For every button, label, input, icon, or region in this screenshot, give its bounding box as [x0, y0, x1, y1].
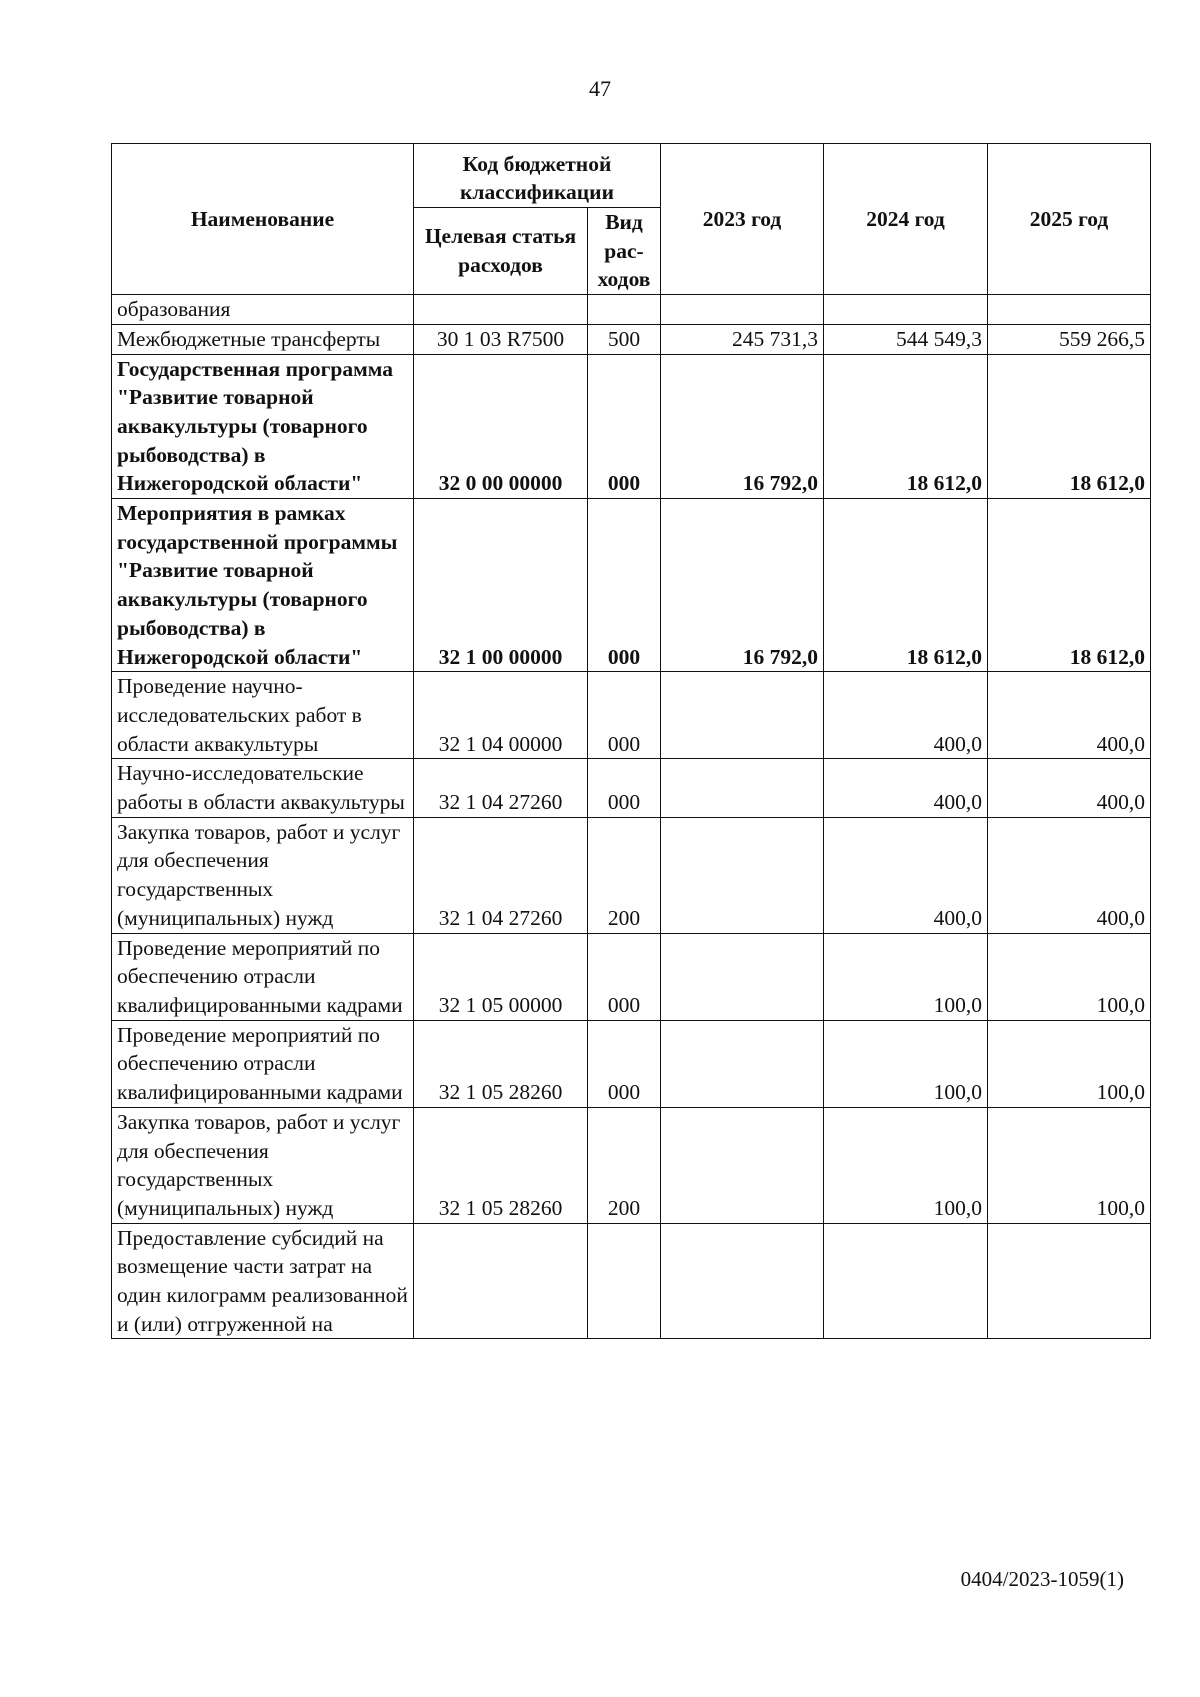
- row-name-cell: Государственная программа "Развитие товарной аквакультуры (товарного рыбоводства) в Нижегородской области": [112, 354, 414, 499]
- row-name-cell: образования: [112, 295, 414, 325]
- row-target-article-cell: 32 1 04 00000: [414, 672, 588, 759]
- table-row: [112, 1223, 1151, 1339]
- row-value-2023-cell: [661, 295, 824, 325]
- header-name: Наименование: [112, 144, 414, 295]
- table-row: [112, 759, 1151, 817]
- row-value-2024-cell: 100,0: [824, 933, 988, 1020]
- row-value-2025-cell: 400,0: [988, 759, 1151, 817]
- table-row: [112, 324, 1151, 354]
- row-name-cell: Проведение мероприятий по обеспечению отрасли квалифицированными кадрами: [112, 1020, 414, 1107]
- row-value-2024-cell: 100,0: [824, 1107, 988, 1223]
- table-row: [112, 354, 1151, 499]
- row-value-2023-cell: [661, 1020, 824, 1107]
- budget-table: [111, 143, 1151, 1339]
- row-target-article-cell: 32 1 05 00000: [414, 933, 588, 1020]
- row-target-article-cell: [414, 1223, 588, 1339]
- row-value-2023-cell: [661, 759, 824, 817]
- row-value-2024-cell: 18 612,0: [824, 354, 988, 499]
- row-name-cell: Научно-исследовательские работы в области аквакультуры: [112, 759, 414, 817]
- row-name-cell: Закупка товаров, работ и услуг для обеспечения государственных (муниципальных) нужд: [112, 817, 414, 933]
- row-target-article-cell: [414, 295, 588, 325]
- row-name-cell: Межбюджетные трансферты: [112, 324, 414, 354]
- page-number: 47: [589, 76, 611, 101]
- row-name-cell: Мероприятия в рамках государственной программы "Развитие товарной аквакультуры (товарного рыбоводства) в Нижегородской области": [112, 499, 414, 672]
- row-value-2023-cell: [661, 817, 824, 933]
- header-target-article: Целевая статья расходов: [414, 208, 588, 295]
- row-value-2023-cell: 16 792,0: [661, 354, 824, 499]
- row-value-2023-cell: [661, 1107, 824, 1223]
- row-value-2025-cell: 18 612,0: [988, 499, 1151, 672]
- row-expense-type-cell: 200: [588, 817, 661, 933]
- row-value-2024-cell: [824, 295, 988, 325]
- row-target-article-cell: 32 1 04 27260: [414, 759, 588, 817]
- row-expense-type-cell: 000: [588, 933, 661, 1020]
- header-year-2023: 2023 год: [661, 144, 824, 295]
- table-row: [112, 1107, 1151, 1223]
- row-expense-type-cell: 000: [588, 499, 661, 672]
- table-row: [112, 499, 1151, 672]
- row-value-2024-cell: 100,0: [824, 1020, 988, 1107]
- row-expense-type-cell: [588, 295, 661, 325]
- table-row: [112, 295, 1151, 325]
- row-value-2025-cell: 559 266,5: [988, 324, 1151, 354]
- row-value-2024-cell: 544 549,3: [824, 324, 988, 354]
- row-expense-type-cell: 000: [588, 354, 661, 499]
- table-row: [112, 817, 1151, 933]
- row-value-2023-cell: [661, 672, 824, 759]
- row-name-cell: Проведение мероприятий по обеспечению отрасли квалифицированными кадрами: [112, 933, 414, 1020]
- row-value-2023-cell: [661, 933, 824, 1020]
- row-target-article-cell: 32 1 00 00000: [414, 499, 588, 672]
- row-value-2025-cell: 100,0: [988, 1107, 1151, 1223]
- row-value-2023-cell: [661, 1223, 824, 1339]
- row-name-cell: Закупка товаров, работ и услуг для обеспечения государственных (муниципальных) нужд: [112, 1107, 414, 1223]
- row-expense-type-cell: 000: [588, 1020, 661, 1107]
- header-budget-code-group: Код бюджетной классификации: [414, 144, 661, 208]
- row-value-2023-cell: 245 731,3: [661, 324, 824, 354]
- row-expense-type-cell: 000: [588, 759, 661, 817]
- row-target-article-cell: 32 1 04 27260: [414, 817, 588, 933]
- row-value-2025-cell: 100,0: [988, 1020, 1151, 1107]
- row-value-2024-cell: 18 612,0: [824, 499, 988, 672]
- header-year-2024: 2024 год: [824, 144, 988, 295]
- row-value-2025-cell: [988, 295, 1151, 325]
- row-expense-type-cell: 500: [588, 324, 661, 354]
- table-row: [112, 672, 1151, 759]
- row-name-cell: Проведение научно-исследовательских работ в области аквакультуры: [112, 672, 414, 759]
- row-name-cell: Предоставление субсидий на возмещение части затрат на один килограмм реализованной и (или) отгруженной на: [112, 1223, 414, 1339]
- row-value-2024-cell: 400,0: [824, 817, 988, 933]
- header-expense-type: Вид рас-ходов: [588, 208, 661, 295]
- row-value-2025-cell: 400,0: [988, 672, 1151, 759]
- table-header: [112, 144, 1151, 295]
- header-year-2025: 2025 год: [988, 144, 1151, 295]
- row-target-article-cell: 30 1 03 R7500: [414, 324, 588, 354]
- table-body: [112, 295, 1151, 1339]
- row-value-2024-cell: 400,0: [824, 759, 988, 817]
- row-target-article-cell: 32 1 05 28260: [414, 1107, 588, 1223]
- row-value-2025-cell: [988, 1223, 1151, 1339]
- row-value-2024-cell: 400,0: [824, 672, 988, 759]
- row-value-2025-cell: 100,0: [988, 933, 1151, 1020]
- document-code: 0404/2023-1059(1): [960, 1567, 1124, 1591]
- row-value-2025-cell: 400,0: [988, 817, 1151, 933]
- row-expense-type-cell: 200: [588, 1107, 661, 1223]
- row-value-2024-cell: [824, 1223, 988, 1339]
- table-row: [112, 933, 1151, 1020]
- row-target-article-cell: 32 0 00 00000: [414, 354, 588, 499]
- row-expense-type-cell: [588, 1223, 661, 1339]
- row-value-2023-cell: 16 792,0: [661, 499, 824, 672]
- row-value-2025-cell: 18 612,0: [988, 354, 1151, 499]
- row-expense-type-cell: 000: [588, 672, 661, 759]
- row-target-article-cell: 32 1 05 28260: [414, 1020, 588, 1107]
- table-row: [112, 1020, 1151, 1107]
